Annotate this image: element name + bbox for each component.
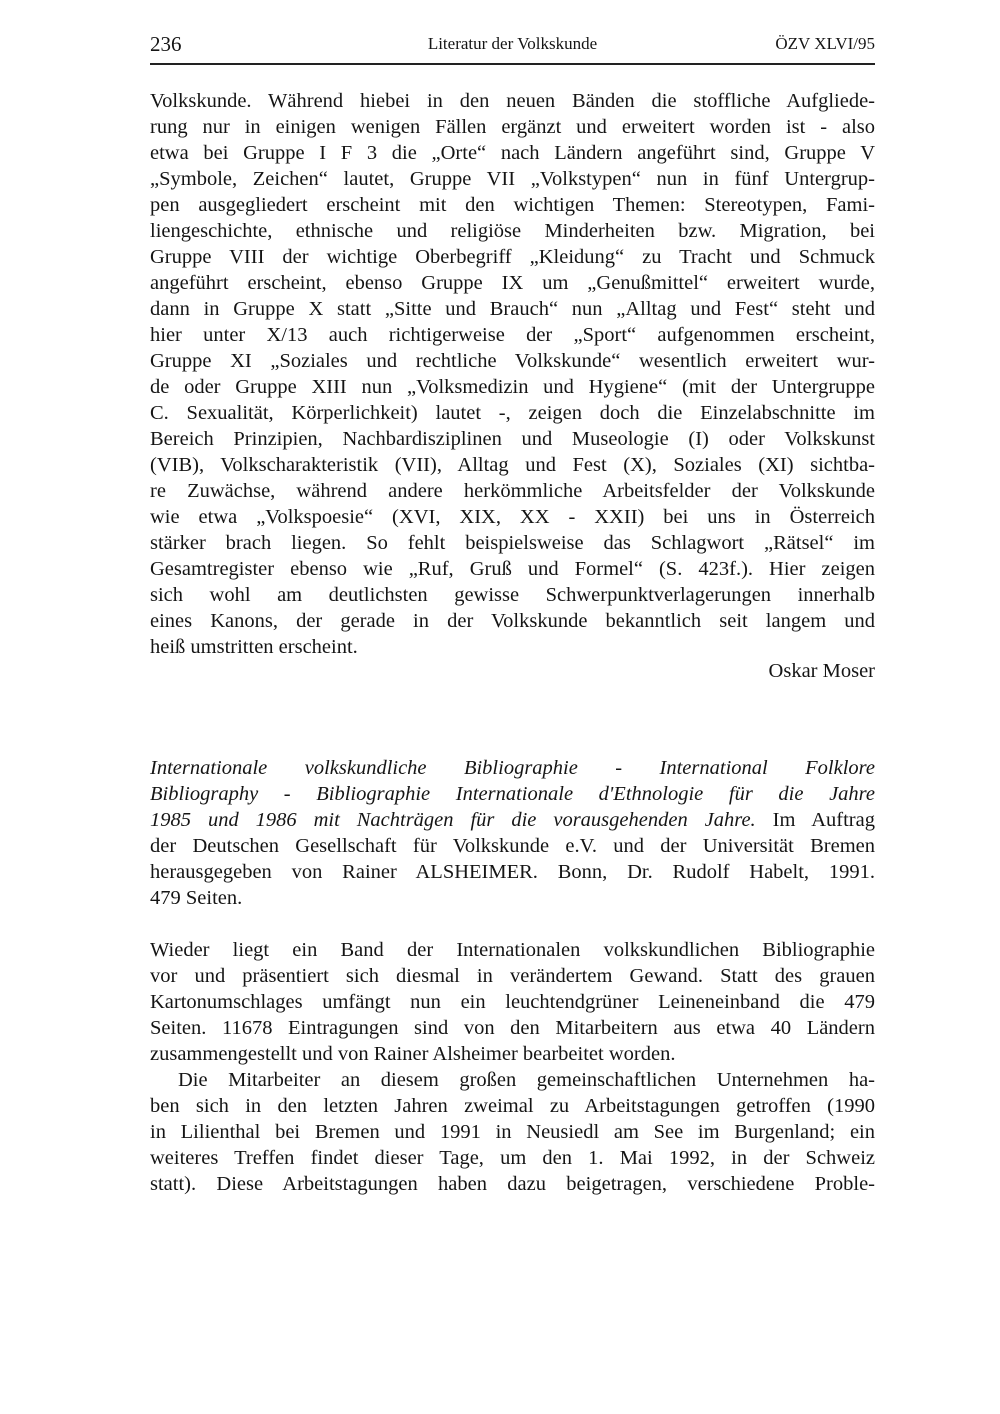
line-text: hier unter X/13 auch richtigerweise der „Sport“ aufgenommen erscheint, (150, 324, 875, 346)
review-text-2 (150, 937, 875, 1197)
line-text: re Zuwächse, während andere herkömmliche Arbeitsfelder der Volkskunde (150, 480, 875, 502)
line-text: „Symbole, Zeichen“ lautet, Gruppe VII „Volkstypen“ nun in fünf Untergrup- (150, 168, 875, 190)
text-line (150, 556, 875, 582)
text-line (150, 1119, 875, 1145)
text-line (150, 1145, 875, 1171)
line-text: herausgegeben von Rainer ALSHEIMER. Bonn, Dr. Rudolf Habelt, 1991. (150, 861, 875, 883)
text-line (150, 192, 875, 218)
line-text: de oder Gruppe XIII nun „Volksmedizin und Hygiene“ (mit der Untergruppe (150, 376, 875, 398)
line-text: eines Kanons, der gerade in der Volkskunde bekanntlich seit langem und (150, 610, 875, 632)
line-text: etwa bei Gruppe I F 3 die „Orte“ nach Ländern angeführt sind, Gruppe V (150, 142, 875, 164)
text-line (150, 322, 875, 348)
line-text: Gruppe XI „Soziales und rechtliche Volkskunde“ wesentlich erweitert wur- (150, 350, 875, 372)
line-text: der Deutschen Gesellschaft für Volkskunde e.V. und der Universität Bremen (150, 835, 875, 857)
text-line (150, 452, 875, 478)
line-text: angeführt erscheint, ebenso Gruppe IX um „Genußmittel“ erweitert wurde, (150, 272, 875, 294)
review-text-1 (150, 88, 875, 660)
text-line (150, 859, 875, 885)
text-line (150, 1015, 875, 1041)
line-text: 479 Seiten. (150, 887, 243, 909)
line-text: Gruppe VIII der wichtige Oberbegriff „Kleidung“ zu Tracht und Schmuck (150, 246, 875, 268)
reviewer-signature: Oskar Moser (768, 660, 875, 682)
text-line (150, 781, 875, 807)
line-text: Volkskunde. Während hiebei in den neuen Bänden die stoffliche Aufgliede- (150, 90, 875, 112)
line-text: heiß umstritten erscheint. (150, 636, 358, 658)
page-number: 236 (150, 32, 182, 56)
text-line (150, 88, 875, 114)
page-header (150, 28, 875, 62)
line-text: Die Mitarbeiter an diesem großen gemeinschaftlichen Unternehmen ha- (178, 1069, 875, 1091)
line-text: Wieder liegt ein Band der Internationalen volkskundlichen Bibliographie (150, 939, 875, 961)
line-text: Seiten. 11678 Eintragungen sind von den Mitarbeitern aus etwa 40 Ländern (150, 1017, 875, 1039)
text-line (150, 348, 875, 374)
text-line (150, 634, 875, 660)
line-text: wie etwa „Volkspoesie“ (XVI, XIX, XX - XXII) bei uns in Österreich (150, 506, 875, 528)
text-line (150, 1171, 875, 1197)
line-text: Im Auftrag (755, 809, 875, 831)
line-text: vor und präsentiert sich diesmal in verändertem Gewand. Statt des grauen (150, 965, 875, 987)
line-text: pen ausgegliedert erscheint mit den wichtigen Themen: Stereotypen, Fami- (150, 194, 875, 216)
text-line (150, 1067, 875, 1093)
text-line (150, 582, 875, 608)
line-text: sich wohl am deutlichsten gewisse Schwerpunktverlagerungen innerhalb (150, 584, 875, 606)
text-line (150, 374, 875, 400)
line-text: dann in Gruppe X statt „Sitte und Brauch“ nun „Alltag und Fest“ steht und (150, 298, 875, 320)
text-line (150, 140, 875, 166)
header-rule (150, 63, 875, 65)
line-text: liengeschichte, ethnische und religiöse Minderheiten bzw. Migration, bei (150, 220, 875, 242)
line-text: rung nur in einigen wenigen Fällen ergänzt und erweitert worden ist - also (150, 116, 875, 138)
text-line (150, 807, 875, 833)
text-line (150, 885, 875, 911)
text-line (150, 400, 875, 426)
line-text: Gesamtregister ebenso wie „Ruf, Gruß und Formel“ (S. 423f.). Hier zeigen (150, 558, 875, 580)
italic-title-text: Bibliography - Bibliographie Internationale d'Ethnologie für die Jahre (150, 783, 875, 805)
line-text: stärker brach liegen. So fehlt beispielsweise das Schlagwort „Rätsel“ im (150, 532, 875, 554)
text-line (150, 114, 875, 140)
line-text: weiteres Treffen findet dieser Tage, um den 1. Mai 1992, in der Schweiz (150, 1147, 875, 1169)
line-text: (VIB), Volkscharakteristik (VII), Alltag und Fest (X), Soziales (XI) sichtba- (150, 454, 875, 476)
text-line (150, 937, 875, 963)
text-line (150, 166, 875, 192)
line-text: C. Sexualität, Körperlichkeit) lautet -, zeigen doch die Einzelabschnitte im (150, 402, 875, 424)
text-line (150, 504, 875, 530)
text-line (150, 296, 875, 322)
line-text: zusammengestellt und von Rainer Alsheimer bearbeitet worden. (150, 1043, 676, 1065)
text-line (150, 1041, 875, 1067)
running-title: Literatur der Volkskunde (427, 34, 598, 53)
line-text: Kartonumschlages umfängt nun ein leuchtendgrüner Leineneinband die 479 (150, 991, 875, 1013)
text-line (150, 608, 875, 634)
text-line (150, 989, 875, 1015)
text-line (150, 270, 875, 296)
bibliographic-entry (150, 755, 875, 911)
line-text: ben sich in den letzten Jahren zweimal zu Arbeitstagungen getroffen (1990 (150, 1095, 875, 1117)
text-line (150, 478, 875, 504)
italic-title-text: 1985 und 1986 mit Nachträgen für die vorausgehenden Jahre. (150, 809, 756, 831)
journal-reference: ÖZV XLVI/95 (775, 34, 875, 53)
text-line (150, 963, 875, 989)
italic-title-text: Internationale volkskundliche Bibliographie - International Folklore (150, 757, 875, 779)
text-line (150, 755, 875, 781)
text-line (150, 1093, 875, 1119)
text-line (150, 244, 875, 270)
text-line (150, 426, 875, 452)
text-line (150, 530, 875, 556)
line-text: in Lilienthal bei Bremen und 1991 in Neusiedl am See im Burgenland; ein (150, 1121, 875, 1143)
line-text: statt). Diese Arbeitstagungen haben dazu beigetragen, verschiedene Proble- (150, 1173, 875, 1195)
line-text: Bereich Prinzipien, Nachbardisziplinen und Museologie (I) oder Volkskunst (150, 428, 875, 450)
text-line (150, 833, 875, 859)
text-line (150, 218, 875, 244)
